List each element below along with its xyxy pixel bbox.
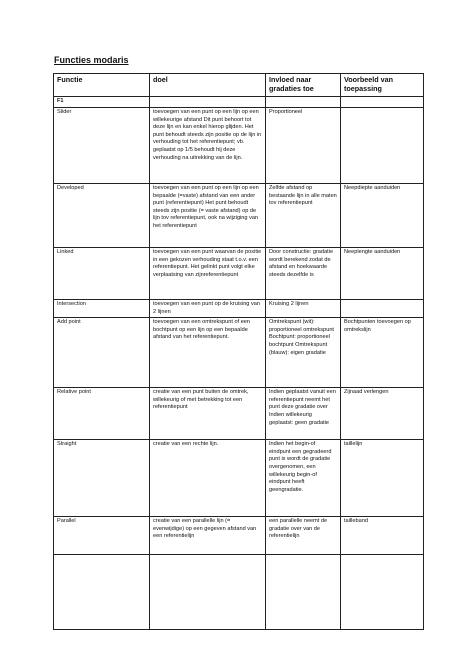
table-row [54, 300, 424, 318]
doel-cell: toevoegen van een punt op een lijn op een bepaalde (=vaste) afstand van een ander punt (referentiepunt) Het punt behoudt steeds zijn positie (= vaste afstand) op de lijn tov referentiepunt, ook na wijziging van het referentiepunt [150, 184, 266, 248]
voorbeeld-cell: Neepdiepte aanduiden [341, 184, 424, 248]
table-row [54, 440, 424, 517]
doel-cell [150, 555, 266, 630]
doel-cell: toevoegen van een punt waarvan de positie in een gekozen verhouding staat t.o.v. een referentiepunt. Het gelinkt punt volgt elke verplaatsing van zijnreferentiepunt [150, 248, 266, 300]
function-name: Slider [54, 108, 150, 184]
header-voorbeeld: Voorbeeld van toepassing [341, 74, 424, 97]
functions-table [53, 73, 424, 630]
table-row [54, 97, 424, 108]
voorbeeld-cell: Neeplengte aanduiden [341, 248, 424, 300]
table-row [54, 388, 424, 440]
invloed-cell: Proportioneel [266, 108, 341, 184]
voorbeeld-cell: taillelijn [341, 440, 424, 517]
doel-cell: creatie van een punt buiten de omtrek, willekeurig of met betrekking tot een referentiepunt [150, 388, 266, 440]
voorbeeld-cell: Bochtpunten toevoegen op omtrekslijn [341, 318, 424, 388]
doel-cell: toevoegen van een punt op de kruising van 2 lijnen [150, 300, 266, 318]
header-functie: Functie [54, 74, 150, 97]
voorbeeld-cell [341, 555, 424, 630]
function-name: Parallel [54, 517, 150, 555]
table-row [54, 184, 424, 248]
function-name [54, 555, 150, 630]
doel-cell [150, 97, 266, 108]
function-name: Relative point [54, 388, 150, 440]
function-name: Intersection [54, 300, 150, 318]
invloed-cell: Omtrekspunt (wit): proportioneel omtrekspunt Bochtpunt: proportioneel bochtpunt Omtrekspunt (blauw): eigen gradatie [266, 318, 341, 388]
doel-cell: creatie van een parallelle lijn (= evenwijdige) op een gegeven afstand van een referentielijn [150, 517, 266, 555]
page-title: Functies modaris [54, 55, 129, 65]
table-row [54, 517, 424, 555]
doel-cell: creatie van een rechte lijn. [150, 440, 266, 517]
header-invloed: Invloed naar gradaties toe [266, 74, 341, 97]
function-name: Linked [54, 248, 150, 300]
header-doel: doel [150, 74, 266, 97]
voorbeeld-cell [341, 300, 424, 318]
invloed-cell: Indien het begin-of eindpunt een gegradeerd punt is wordt de gradatie overgenomen, een willekeurig begin-of eindpunt heeft geengradatie. [266, 440, 341, 517]
voorbeeld-cell [341, 108, 424, 184]
voorbeeld-cell: tailleband [341, 517, 424, 555]
table-row [54, 555, 424, 630]
function-name: Straight [54, 440, 150, 517]
header-row [54, 74, 424, 97]
voorbeeld-cell: Zijnaad verlengen [341, 388, 424, 440]
function-name: F1 [54, 97, 150, 108]
invloed-cell: Indien geplaatst vanuit een referentiepunt neemt het punt deze gradatie over Indien willekeurig geplaatst: geen gradatie [266, 388, 341, 440]
invloed-cell [266, 97, 341, 108]
invloed-cell: Kruising 2 lijnen [266, 300, 341, 318]
function-name: Developed [54, 184, 150, 248]
invloed-cell [266, 555, 341, 630]
table-row [54, 318, 424, 388]
voorbeeld-cell [341, 97, 424, 108]
function-name: Add point [54, 318, 150, 388]
doel-cell: toevoegen van een punt op een lijn op een willekeurige afstand Dit punt behoort tot deze lijn en kan enkel hierop glijden. Het punt behoudt steeds zijn positie op de lijn in verhouding tot het referentiepunt; vb. geplaatst op 1/5 behoudt hij deze verhouding na uitrekking van de lijn. [150, 108, 266, 184]
invloed-cell: Zelfde afstand op bestaande lijn in alle maten tov referentiepunt [266, 184, 341, 248]
table-row [54, 108, 424, 184]
invloed-cell: Door constructie: gradatie wordt berekend zodat de afstand en hoekwaarde steeds dezelfde is [266, 248, 341, 300]
table-row [54, 248, 424, 300]
invloed-cell: een parallelle neemt de gradatie over van de referentielijn [266, 517, 341, 555]
doel-cell: toevoegen van een omtrekspunt of een bochtpunt op een lijn op een bepaalde afstand van het referentiepunt. [150, 318, 266, 388]
